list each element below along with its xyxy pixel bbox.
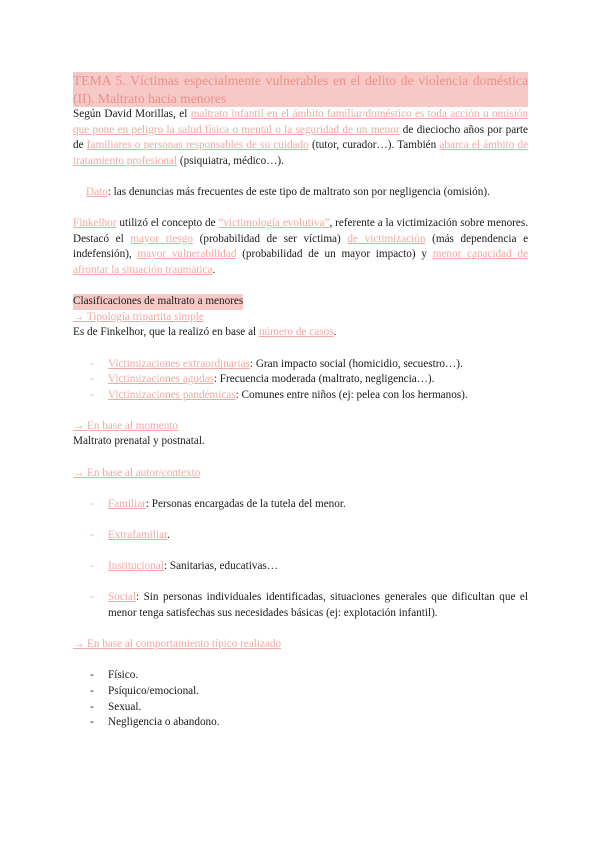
list-item-desc: : Sanitarias, educativas… (163, 560, 278, 573)
list-item: - Victimizaciones pandémicas: Comunes entre niños (ej: pelea con los hermanos). (90, 388, 468, 401)
list-item-desc: : Sin personas individuales identificadas, situaciones generales que dificultan que el menor tenga satisfechas sus necesidades básicas (ej: explotación infantil). (108, 591, 528, 619)
list-item-text: Negligencia o abandono. (108, 716, 220, 729)
list-item: - Social: Sin personas individuales identificadas, situaciones generales que dificultan que el menor tenga satisfechas sus necesidades básicas (ej: explotación infantil). (90, 591, 528, 619)
list-item: - Familiar: Personas encargadas de la tutela del menor. (90, 497, 346, 510)
list-item-term: Victimizaciones extraordinarias (108, 357, 250, 370)
finkelhor-text-5: (probabilidad de un mayor impacto) y (242, 248, 427, 261)
finkelhor-text-2: , referente a la victimización sobre menores. Destacó el (73, 217, 529, 245)
list-item: - Extrafamiliar. (90, 529, 170, 542)
list-item-term: Institucional (108, 560, 164, 573)
list-item: - Físico. (90, 669, 139, 682)
list-item-desc: . (167, 529, 170, 542)
autor-list (73, 528, 528, 544)
finkelhor-text-1: utilizó el concepto de (119, 217, 216, 230)
momento-heading: → En base al momento (73, 419, 179, 432)
comportamiento-heading: → En base al comportamiento típico realizado (73, 638, 282, 651)
list-item-term: Extrafamiliar (108, 529, 168, 542)
finkelhor-text-6: . (212, 263, 216, 276)
autor-list (73, 590, 528, 621)
tipologia-list (73, 357, 528, 404)
tipologia-text (73, 325, 528, 341)
finkelhor-paragraph (73, 216, 528, 278)
intro-text-3: (tutor, curador…). También (311, 139, 437, 152)
autor-list (73, 497, 528, 513)
intro-text-4: (psiquiatra, médico…). (179, 154, 284, 167)
momento-text: Maltrato prenatal y postnatal. (73, 435, 205, 448)
finkelhor-text-4: (más dependencia e indefensión), (73, 232, 529, 261)
list-item: - Victimizaciones agudas: Frecuencia moderada (maltrato, negligencia…). (90, 373, 435, 386)
list-item: - Sexual. (90, 700, 142, 713)
list-item: - Victimizaciones extraordinarias: Gran impacto social (homicidio, secuestro…). (90, 357, 463, 370)
intro-paragraph (73, 107, 528, 169)
list-item-term: Victimizaciones pandémicas (108, 388, 236, 401)
list-item-desc: : Personas encargadas de la tutela del menor. (145, 497, 346, 510)
finkelhor-vulnerabilidad: mayor vulnerabilidad (137, 248, 237, 261)
comportamiento-list (73, 668, 528, 730)
dato-text: : las denuncias más frecuentes de este tipo de maltrato son por negligencia (omisión). (107, 185, 490, 198)
finkelhor-text-3: (probabilidad de ser víctima) (199, 232, 341, 245)
tipologia-numero-casos: número de casos (258, 326, 334, 339)
tipologia-text-b: . (333, 326, 337, 339)
intro-text-2: de dieciocho años por parte de (73, 123, 529, 152)
document-content (73, 72, 528, 731)
list-item-desc: : Frecuencia moderada (maltrato, negligencia…). (213, 373, 435, 386)
finkelhor-riesgo: mayor riesgo (130, 232, 193, 245)
finkelhor-concept: “victimología evolutiva” (218, 217, 330, 230)
intro-ambito: abarca el ámbito de tratamiento profesional (73, 139, 529, 167)
autor-list (73, 559, 528, 575)
finkelhor-name: Finkelhor (73, 217, 117, 230)
list-item-desc: : Comunes entre niños (ej: pelea con los hermanos). (235, 388, 468, 401)
dato-label: Dato (86, 185, 108, 198)
document-title: TEMA 5. Víctimas especialmente vulnerables en el delito de violencia doméstica (II). Maltrato hacia menores (73, 73, 528, 106)
list-item: - Psíquico/emocional. (90, 684, 200, 697)
list-item-term: Familiar (108, 497, 146, 510)
autor-heading: → En base al autor/contexto (73, 466, 201, 479)
list-item-term: Victimizaciones agudas (108, 373, 214, 386)
list-item: - Institucional: Sanitarias, educativas… (90, 560, 278, 573)
tipologia-text-a: Es de Finkelhor, que la realizó en base al (73, 326, 257, 339)
list-item-text: Sexual. (108, 700, 142, 713)
classifications-title: Clasificaciones de maltrato a menores (73, 294, 243, 310)
finkelhor-afrontar: menor capacidad de afrontar la situación traumática (73, 248, 529, 276)
tipologia-heading: → Tipología tripartita simple (73, 310, 204, 323)
intro-definition: maltrato infantil en el ámbito familiar/doméstico es toda acción u omisión que pone en peligro la salud física o mental o la seguridad de un menor (73, 108, 528, 136)
list-item-text: Psíquico/emocional. (108, 684, 200, 697)
list-item-term: Social (108, 591, 136, 604)
dato-paragraph (73, 185, 528, 201)
list-item-desc: : Gran impacto social (homicidio, secuestro…). (249, 357, 463, 370)
intro-responsables: familiares o personas responsables de su cuidado (86, 139, 309, 152)
list-item-text: Físico. (108, 669, 139, 682)
classifications-section (73, 294, 528, 731)
intro-text-1: Según David Morillas, el (73, 108, 188, 120)
finkelhor-victimizacion: de victimización (347, 232, 426, 245)
list-item: - Negligencia o abandono. (90, 716, 220, 729)
